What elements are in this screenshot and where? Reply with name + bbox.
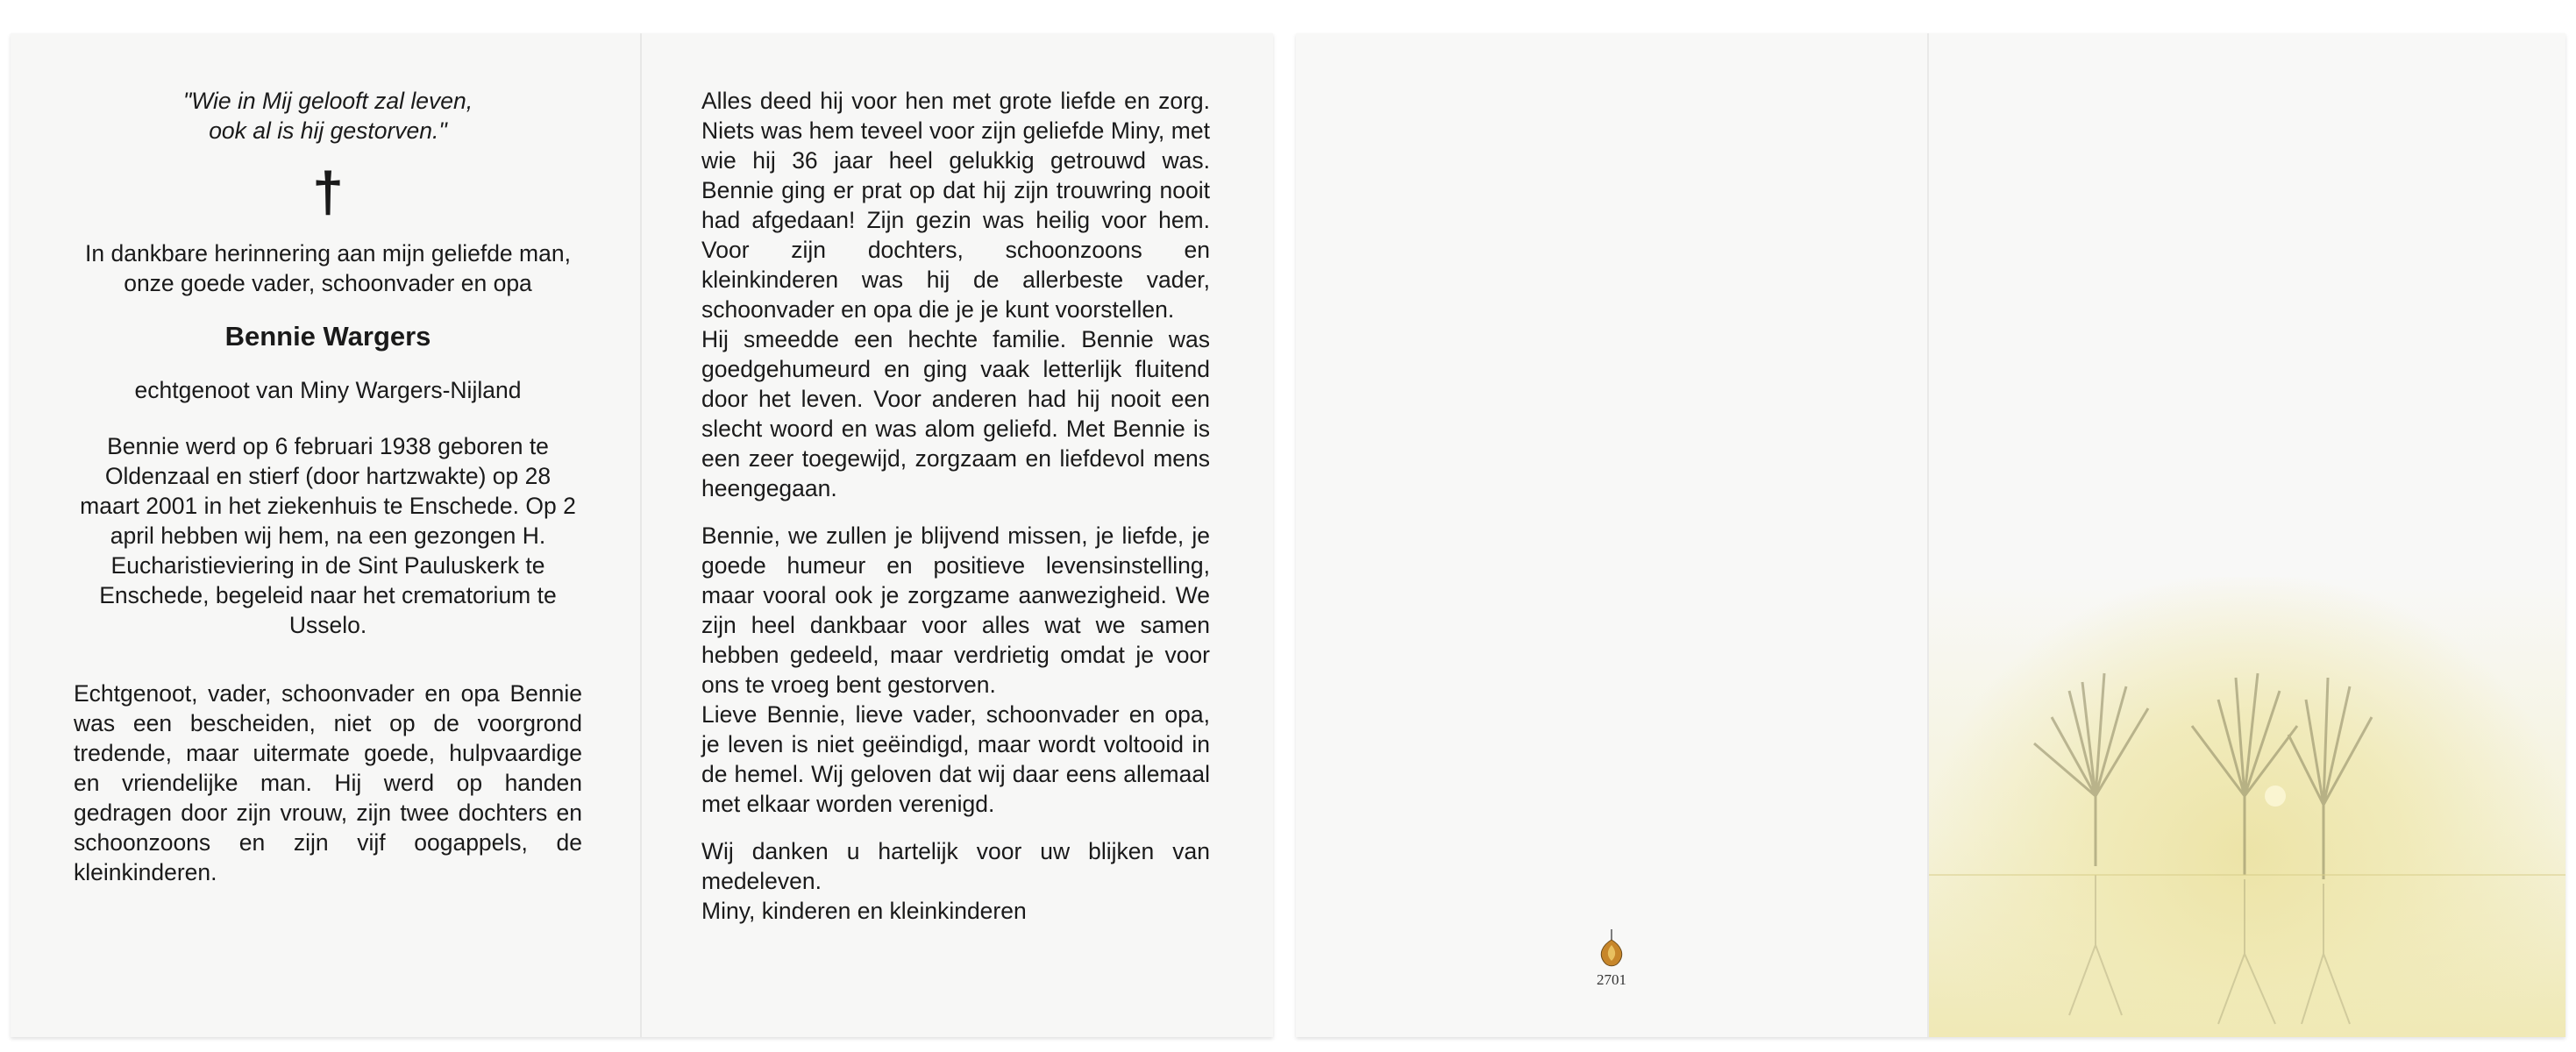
thanks-text: Wij danken u hartelijk voor uw blijken van medeleven.: [701, 838, 1210, 894]
character-text: Echtgenoot, vader, schoonvader en opa Bennie was een bescheiden, niet op de voorgrond tredende, maar uitermate goede, hulpvaardige en vriendelijke man. Hij werd op handen gedragen door zijn vrouw, zijn twee dochters en schoonzoons en zijn vijf oogappels, de kleinkinderen.: [74, 680, 582, 885]
printer-logo-icon: [1594, 928, 1629, 974]
cross-icon: †: [312, 160, 344, 224]
deceased-name: Bennie Wargers: [224, 321, 431, 352]
tribute-paragraph-2: Hij smeedde een hechte familie. Bennie was goedgehumeurd en ging vaak letterlijk fluitend door het leven. Voor anderen had hij nooit een slecht woord en was alom geliefd. Met Bennie is een zeer toegewijd, zorgzaam en liefdevol mens heengegaan.: [701, 326, 1210, 501]
memorial-card-inside: [11, 33, 1273, 1037]
printer-code: 2701: [1597, 971, 1626, 988]
tribute-paragraph-1: Alles deed hij voor hen met grote liefde en zorg. Niets was hem teveel voor zijn geliefde Miny, met wie hij 36 jaar heel gelukkig getrouwd was. Bennie ging er prat op dat hij zijn trouwring nooit had afgedaan! Zijn gezin was heilig voor hem. Voor zijn dochters, schoonzoons en kleinkinderen was hij de allerbeste vader, schoonvader en opa die je je kunt voorstellen.: [701, 88, 1210, 323]
quote-line-2: ook al is hij gestorven.": [209, 117, 447, 144]
memorial-card-outside: [1296, 33, 2565, 1037]
intro-text: In dankbare herinnering aan mijn geliefde man, onze goede vader, schoonvader en opa: [85, 240, 571, 296]
bible-quote: [74, 86, 582, 146]
tribute-paragraph-4: Lieve Bennie, lieve vader, schoonvader en opa, je leven is niet geëindigd, maar wordt voltooid in de hemel. Wij geloven dat wij daar eens allemaal met elkaar worden verenigd.: [701, 701, 1210, 817]
signature: Miny, kinderen en kleinkinderen: [701, 898, 1027, 924]
life-details: Bennie werd op 6 februari 1938 geboren te Oldenzaal en stierf (door hartzwakte) op 28 maart 2001 in het ziekenhuis te Enschede. Op 2 april hebben wij hem, na een gezongen H. Eucharistieviering in de Sint Pauluskerk te Enschede, begeleid naar het crematorium te Usselo.: [80, 433, 576, 638]
quote-line-1: "Wie in Mij gelooft zal leven,: [182, 88, 473, 114]
left-panel: [74, 86, 582, 905]
spouse-line: echtgenoot van Miny Wargers-Nijland: [134, 377, 522, 403]
middle-panel: [701, 86, 1210, 926]
willow-trees-photo: [1929, 577, 2565, 1037]
card-fold: [640, 33, 642, 1037]
tribute-paragraph-3: Bennie, we zullen je blijvend missen, je liefde, je goede humeur en positieve levensinstelling, maar vooral ook je zorgzame aanwezigheid. We zijn heel dankbaar voor alles wat we samen hebben gedeeld, maar verdrietig omdat je voor ons te vroeg bent gestorven.: [701, 522, 1210, 698]
